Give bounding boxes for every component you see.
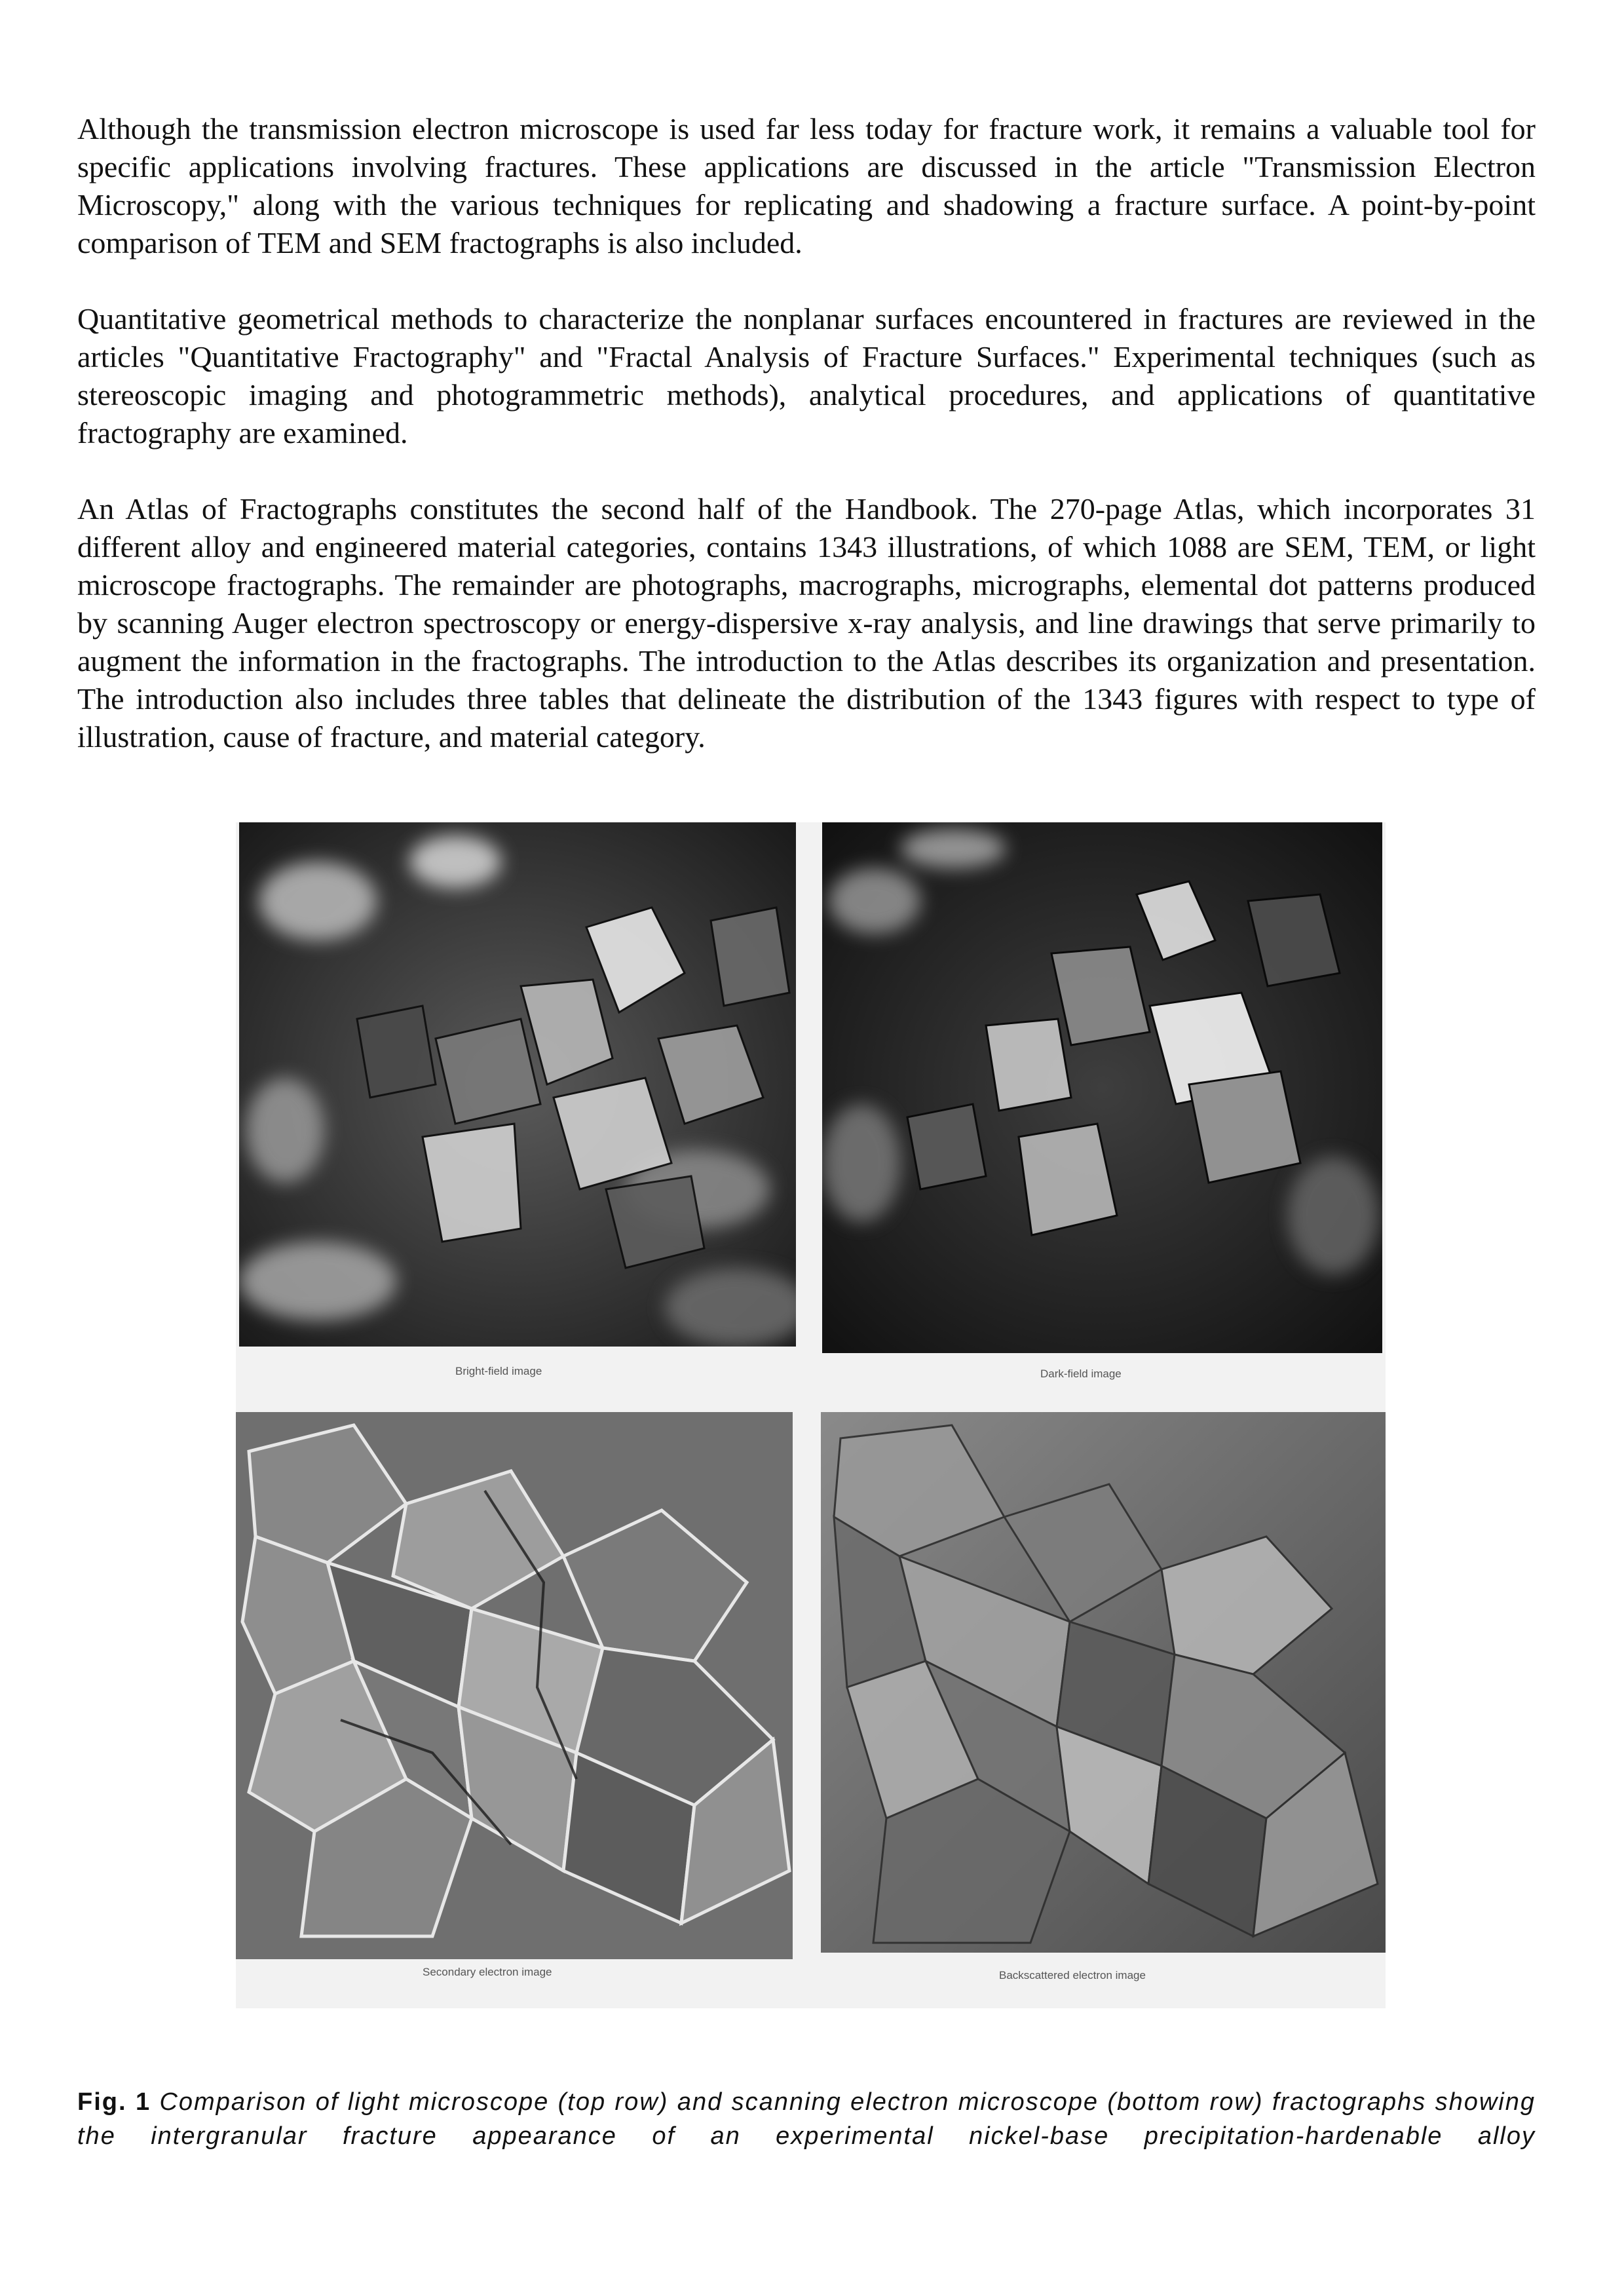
paragraph-quantitative: Quantitative geometrical methods to characterize the nonplanar surfaces encountered in fractures are reviewed in the articles "Quantitative Fractography" and "Fractal Analysis of Fracture Surfaces." Experimental techniques (such as stereoscopic imaging and photogrammetric methods), analytical procedures, and applications of quantitative fractography are examined. bbox=[77, 302, 1536, 450]
figure-fractographs bbox=[236, 822, 1386, 2008]
bright-field-image bbox=[239, 822, 796, 1347]
bright-field-label: Bright-field image bbox=[455, 1365, 542, 1377]
figure-caption bbox=[77, 2085, 1536, 2153]
dark-field-image bbox=[822, 822, 1382, 1353]
figure-caption-text: Comparison of light microscope (top row) and scanning electron microscope (bottom row) fractographs showing the intergranular fracture appearance of an experimental nickel-base precipitation-hardenable alloy bbox=[77, 2088, 1536, 2150]
secondary-electron-image bbox=[236, 1412, 793, 1959]
paragraph-atlas: An Atlas of Fractographs constitutes the second half of the Handbook. The 270-page Atlas, which incorporates 31 different alloy and engineered material categories, contains 1343 illustrations, of which 1088 are SEM, TEM, or light microscope fractographs. The remainder are photographs, macrographs, micrographs, elemental dot patterns produced by scanning Auger electron spectroscopy or energy-dispersive x-ray analysis, and line drawings that serve primarily to augment the information in the fractographs. The introduction to the Atlas describes its organization and presentation. The introduction also includes three tables that delineate the distribution of the 1343 figures with respect to type of illustration, cause of fracture, and material category. bbox=[77, 492, 1536, 754]
secondary-electron-label: Secondary electron image bbox=[423, 1966, 552, 1978]
dark-field-label: Dark-field image bbox=[1040, 1368, 1122, 1380]
backscattered-electron-label: Backscattered electron image bbox=[999, 1969, 1146, 1981]
figure-caption-label: Fig. 1 bbox=[77, 2088, 151, 2116]
backscattered-electron-image bbox=[821, 1412, 1386, 1953]
paragraph-tem: Although the transmission electron microscope is used far less today for fracture work, it remains a valuable tool for specific applications involving fractures. These applications are discussed in the article "Transmission Electron Microscopy," along with the various techniques for replicating and shadowing a fracture surface. A point-by-point comparison of TEM and SEM fractographs is also included. bbox=[77, 112, 1536, 259]
